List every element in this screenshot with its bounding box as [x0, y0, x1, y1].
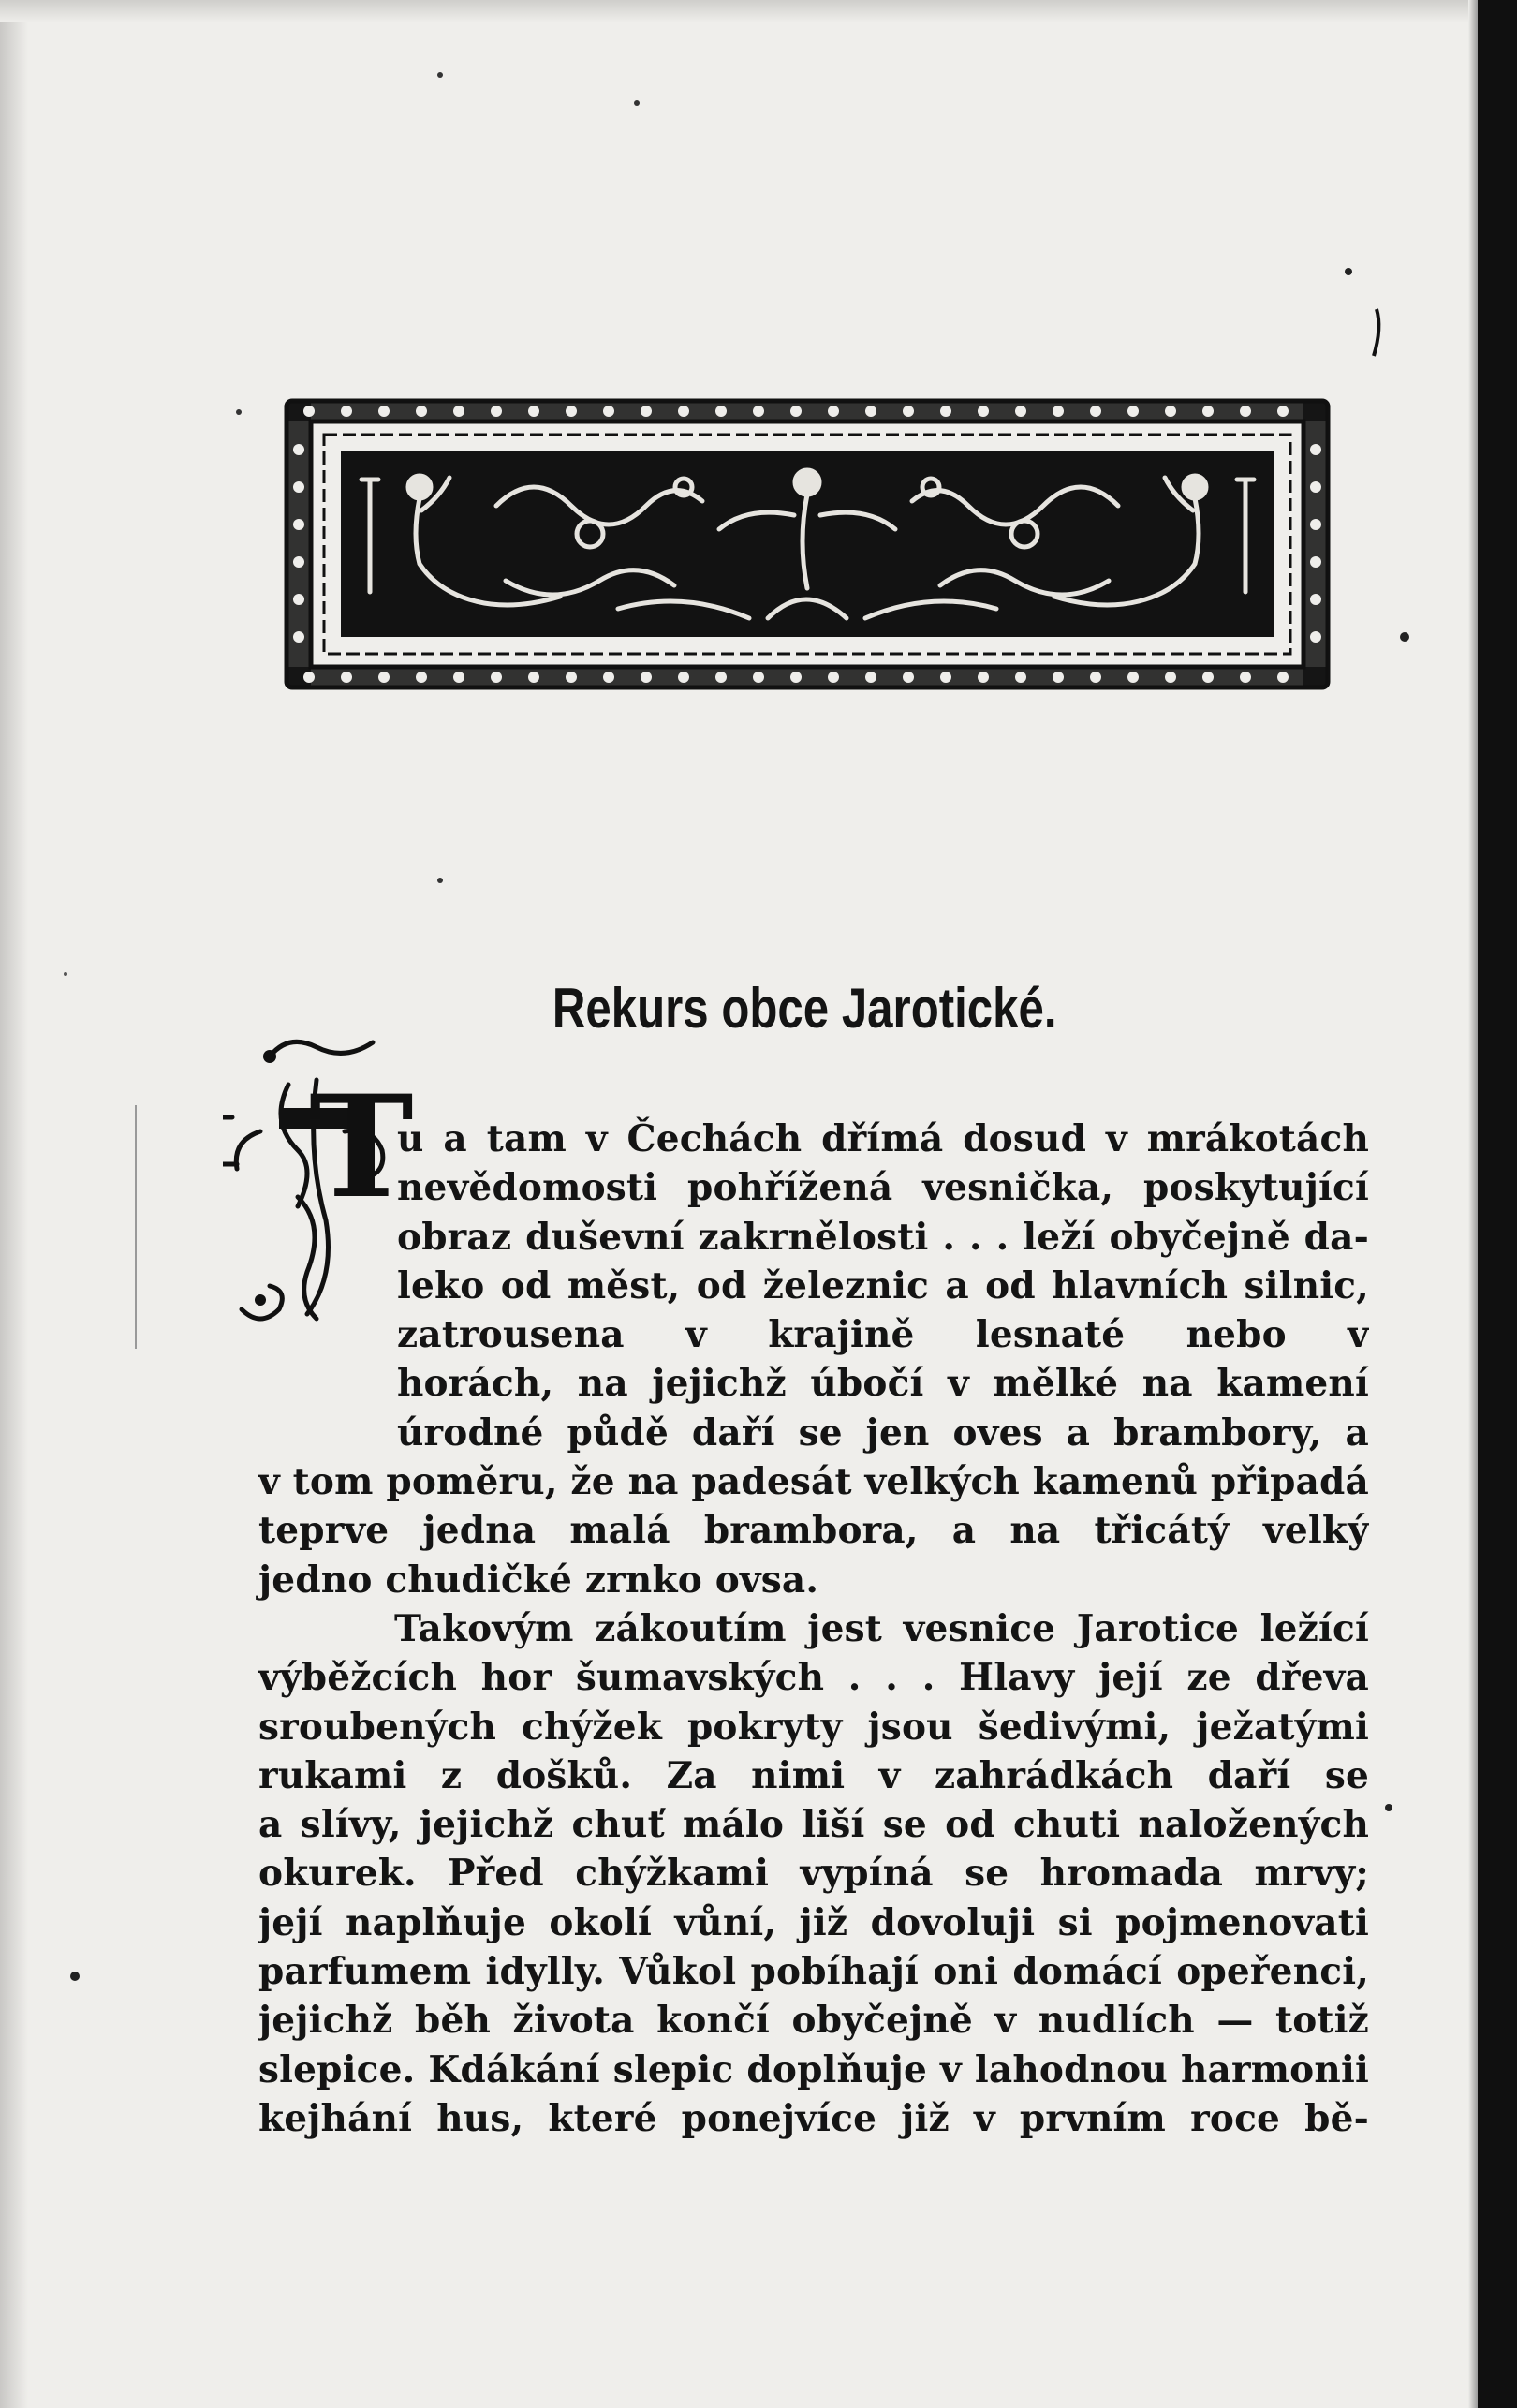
text-line: nevědomosti pohřížená vesnička, poskytující [397, 1166, 1369, 1210]
text-line: obraz duševní zakrnělosti . . . leží obyčejně da- [397, 1215, 1369, 1259]
ornamental-headpiece-icon [281, 393, 1334, 695]
text-line: jejichž běh života končí obyčejně v nudlích — totiž [258, 1999, 1369, 2043]
text-line: kejhání hus, které ponejvíce již v prvním roce bě- [258, 2096, 1369, 2140]
text-line: jedno chudičké zrnko ovsa. [258, 1558, 819, 1602]
text-line: slepice. Kdákání slepic doplňuje v lahodnou harmonii [258, 2047, 1369, 2091]
text-line: horách, na jejichž úbočí v mělké na kamení [397, 1362, 1369, 1406]
body-text [258, 1115, 1369, 2143]
text-line: u a tam v Čechách dřímá dosud v mrákotách [397, 1117, 1369, 1160]
text-line: okurek. Před chýžkami vypíná se hromada mrvy; [258, 1852, 1369, 1896]
text-line: a slívy, jejichž chuť málo liší se od chuti naložených [258, 1803, 1369, 1847]
text-line: leko od měst, od železnic a od hlavních silnic, [397, 1263, 1369, 1307]
text-line: úrodné půdě daří se jen oves a brambory, a [397, 1411, 1369, 1455]
text-line: výběžcích hor šumavských . . . Hlavy její ze dřeva [258, 1656, 1369, 1700]
text-line: Takovým zákoutím jest vesnice Jarotice ležící [394, 1606, 1369, 1650]
text-line: rukami z došků. Za nimi v zahrádkách daří se [258, 1753, 1369, 1797]
text-line: parfumem idylly. Vůkol pobíhají oni domácí opeřenci, [258, 1950, 1369, 1994]
text-line: zatrousena v krajině lesnaté nebo v [397, 1313, 1369, 1357]
text-line: její naplňuje okolí vůní, již dovoluji si pojmenovati [258, 1900, 1369, 1944]
text-line: sroubených chýžek pokryty jsou šedivými, ježatými [258, 1705, 1369, 1749]
chapter-title: Rekurs obce Jarotické. [552, 977, 1057, 1040]
text-line: v tom poměru, že na padesát velkých kamenů připadá [258, 1460, 1369, 1504]
initial-letter: T [309, 1065, 414, 1230]
text-line: teprve jedna malá brambora, a na třicátý velký [258, 1509, 1369, 1553]
